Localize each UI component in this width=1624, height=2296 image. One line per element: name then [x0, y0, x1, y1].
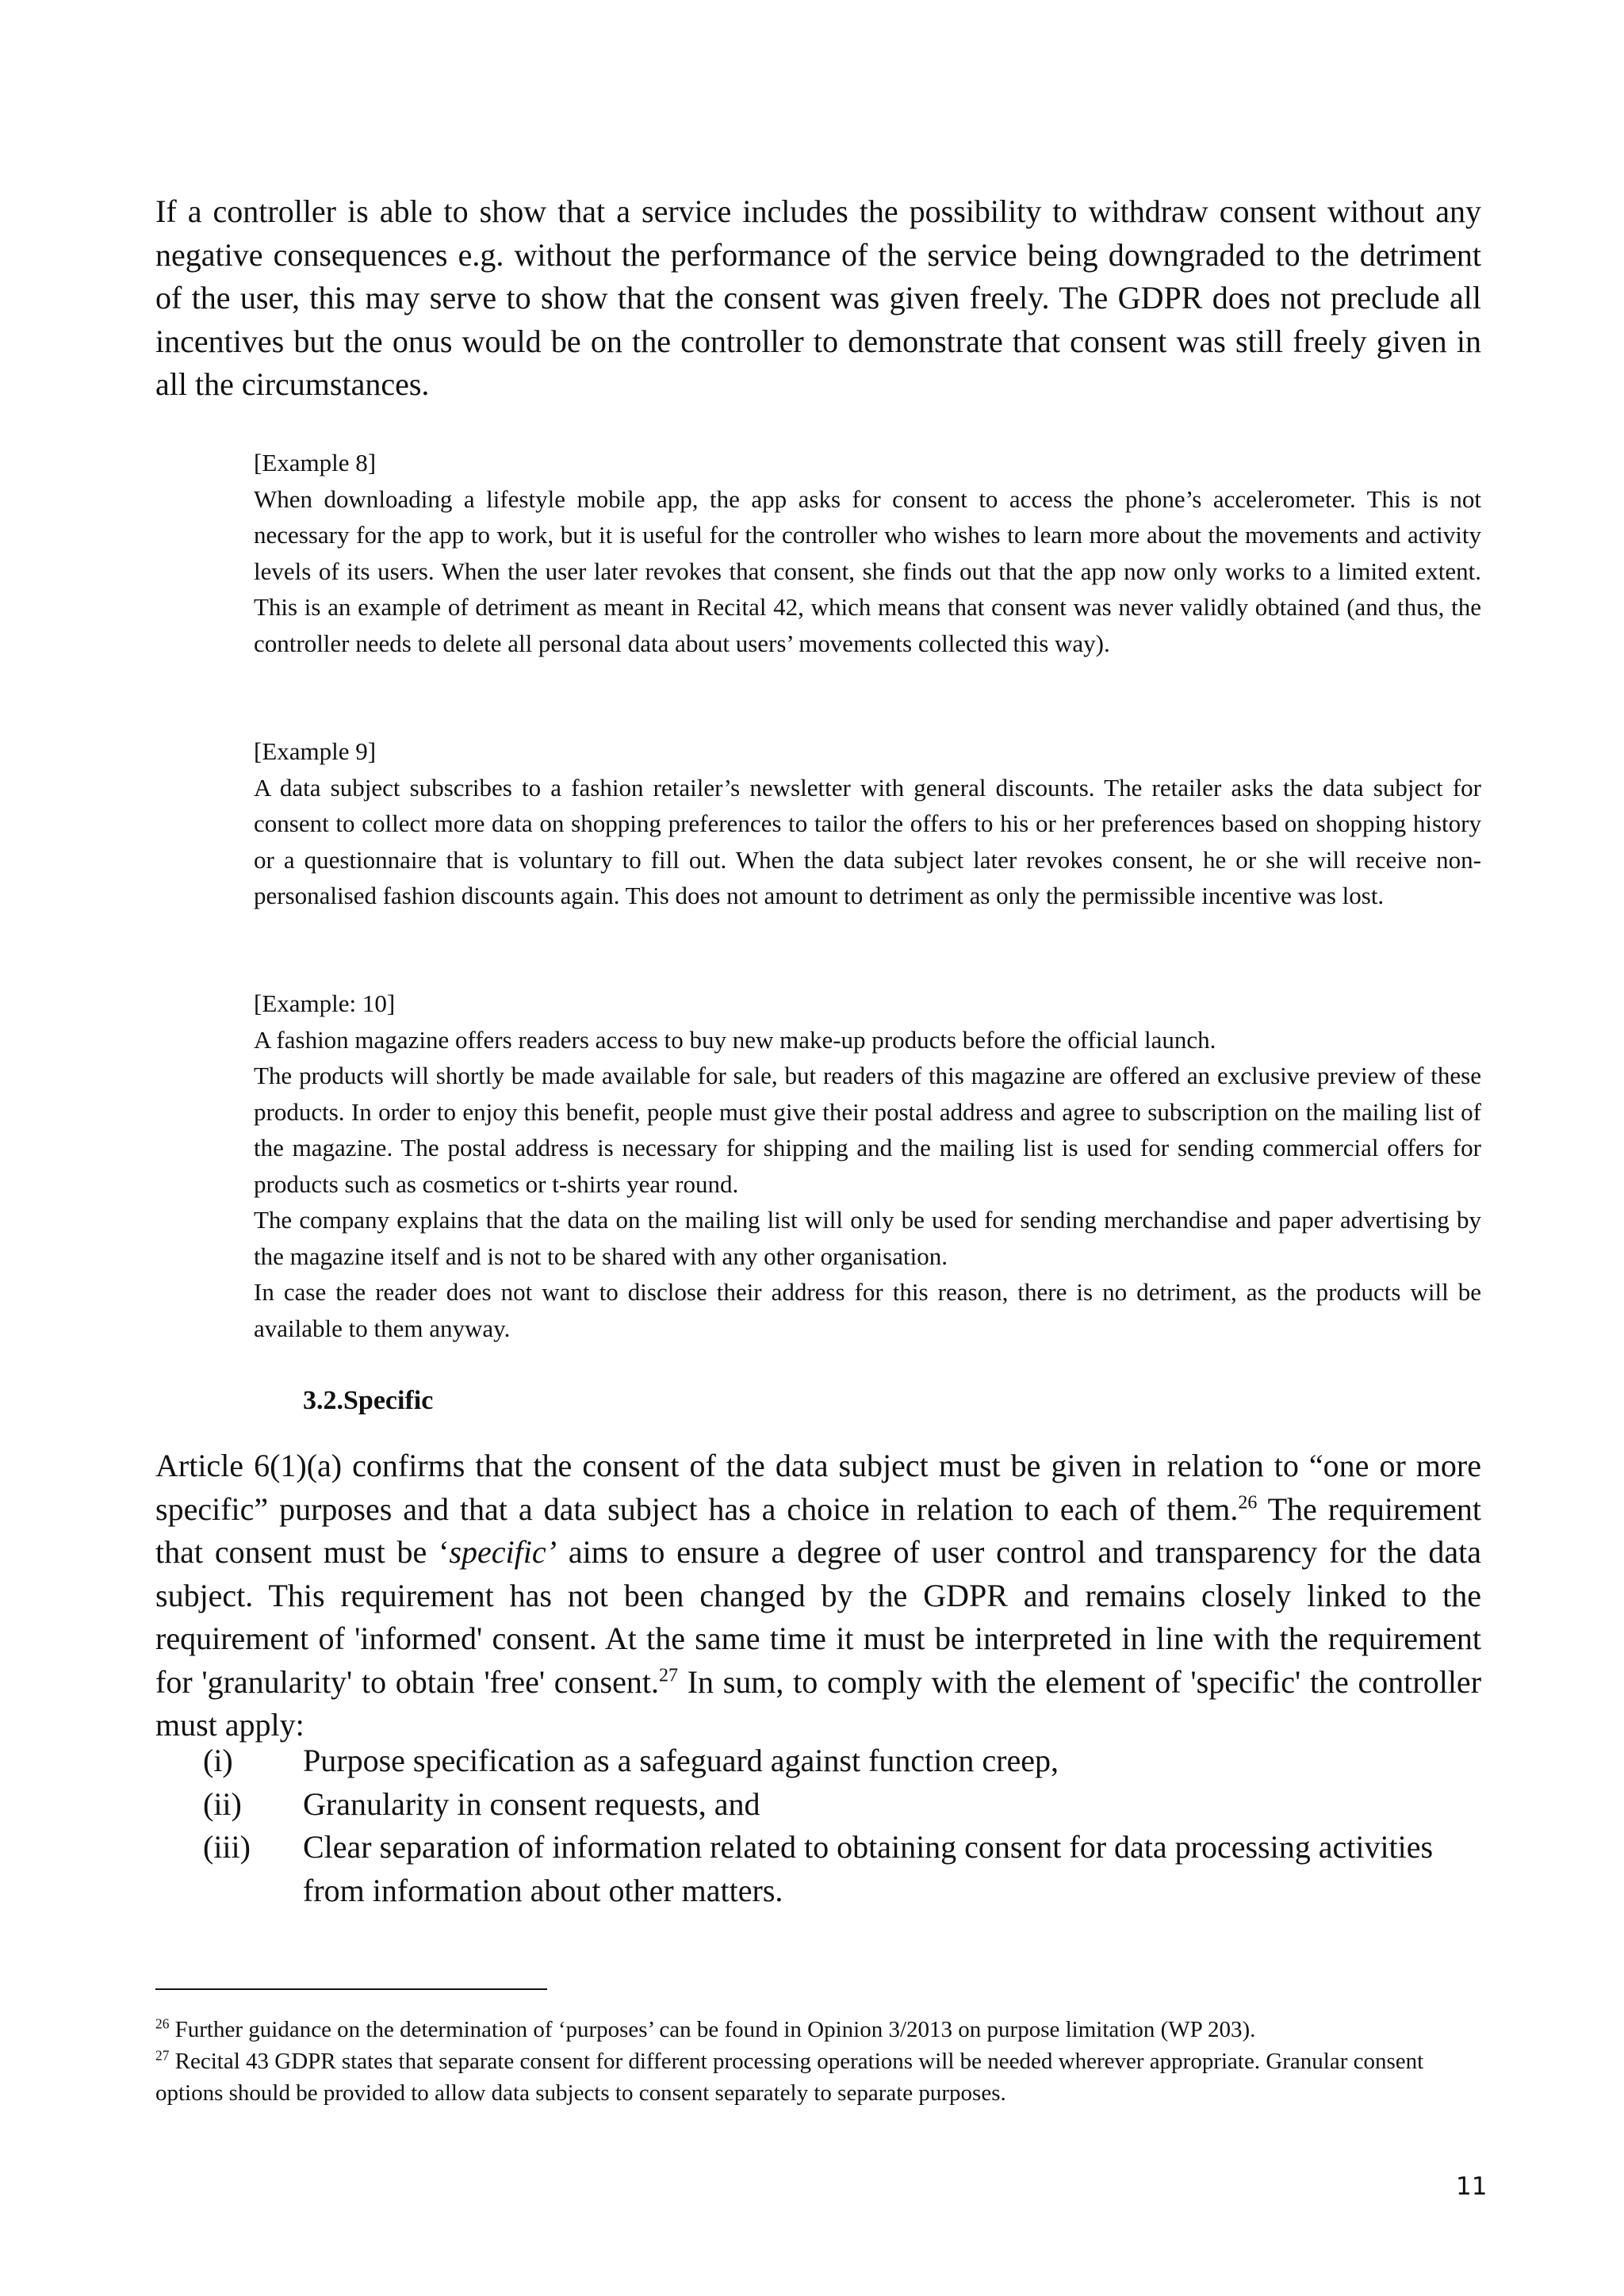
footnote-text: Further guidance on the determination of ‘purposes’ can be found in Opinion 3/2013 on purpose limitation (WP 203). — [169, 2017, 1256, 2042]
list-item — [155, 1826, 1481, 1912]
specific-text-1: Article 6(1)(a) confirms that the consent of the data subject must be given in relation to “one or more specific” purposes and that a data subject has a choice in relation to each of them. — [155, 1448, 1481, 1527]
footnote-ref-27: 27 — [658, 1665, 678, 1686]
specific-paragraph — [155, 1445, 1481, 1747]
footnote-number: 27 — [155, 2047, 170, 2064]
list-item-number: (i) — [203, 1743, 233, 1778]
footnote-ref-26: 26 — [1238, 1492, 1258, 1513]
page-number: 11 — [1456, 2172, 1488, 2201]
example-10-label: [Example: 10] — [254, 989, 396, 1017]
example-9-box — [254, 733, 1481, 914]
list-item-text: Clear separation of information related to obtaining consent for data processing activities from information about other matters. — [303, 1829, 1434, 1908]
list-item-text: Granularity in consent requests, and — [303, 1785, 760, 1822]
footnote-27 — [155, 2045, 1481, 2109]
specific-text-3: aims to ensure a degree of user control and transparency for the data subject. This requirement has not been changed by the GDPR and remains closely linked to the requirement of 'informed' consent. At the same time it must be interpreted in line with the requirement for 'granularity' to obtain 'free' consent. — [155, 1534, 1481, 1700]
list-item-number: (ii) — [203, 1785, 242, 1822]
footnote-number: 26 — [155, 2015, 170, 2032]
footnote-divider — [155, 1988, 547, 1990]
footnote-text: Recital 43 GDPR states that separate consent for different processing operations will be needed wherever appropriate. Granular consent options should be provided to allow data subjects to consent separately to separate purposes. — [155, 2049, 1424, 2106]
specific-text-4: In sum, to comply with the element of 'specific' the controller must apply: — [155, 1663, 1482, 1743]
example-10-box — [254, 985, 1481, 1346]
footnote-26 — [155, 2014, 1481, 2045]
example-10-text-3: The company explains that the data on the mailing list will only be used for sending merchandise and paper advertising by the magazine itself and is not to be shared with any other organisation. — [254, 1206, 1481, 1270]
specific-text-2: The requirement that consent must be ‘ — [155, 1490, 1481, 1570]
list-item-text: Purpose specification as a safeguard against function creep, — [303, 1743, 1059, 1778]
list-item — [155, 1739, 1481, 1783]
requirements-list — [155, 1739, 1481, 1912]
list-item-number: (iii) — [203, 1829, 251, 1865]
example-9-label: [Example 9] — [254, 737, 377, 765]
example-10-text-4: In case the reader does not want to disclose their address for this reason, there is no detriment, as the products will be available to them anyway. — [254, 1278, 1481, 1342]
example-8-text: When downloading a lifestyle mobile app, the app asks for consent to access the phone’s accelerometer. This is not necessary for the app to work, but it is useful for the controller who wishes to learn more about the movements and activity levels of its users. When the user later revokes that consent, she finds out that the app now only works to a limited extent. This is an example of detriment as meant in Recital 42, which means that consent was never validly obtained (and thus, the controller needs to delete all personal data about users’ movements collected this way). — [254, 484, 1481, 657]
example-8-box — [254, 445, 1481, 661]
example-10-text-1: A fashion magazine offers readers access to buy new make-up products before the official launch. — [254, 1025, 1216, 1054]
specific-italic: specific’ — [449, 1534, 557, 1570]
example-9-text: A data subject subscribes to a fashion retailer’s newsletter with general discounts. The retailer asks the data subject for consent to collect more data on shopping preferences to tailor the offers to his or her preferences based on shopping history or a questionnaire that is voluntary to fill out. When the data subject later revokes consent, he or she will receive non-personalised fashion discounts again. This does not amount to detriment as only the permissible incentive was lost. — [254, 773, 1481, 909]
section-heading: 3.2.Specific — [303, 1386, 434, 1415]
example-10-text-2: The products will shortly be made available for sale, but readers of this magazine are offered an exclusive preview of these products. In order to enjoy this benefit, people must give their postal address and agree to subscription on the mailing list of the magazine. The postal address is necessary for shipping and the mailing list is used for sending commercial offers for products such as cosmetics or t-shirts year round. — [254, 1062, 1481, 1198]
intro-paragraph: If a controller is able to show that a service includes the possibility to withdraw consent without any negative consequences e.g. without the performance of the service being downgraded to the detriment of the user, this may serve to show that the consent was given freely. The GDPR does not preclude all incentives but the onus would be on the controller to demonstrate that consent was still freely given in all the circumstances. — [155, 193, 1481, 402]
list-item — [155, 1783, 1481, 1827]
example-8-label: [Example 8] — [254, 449, 377, 476]
